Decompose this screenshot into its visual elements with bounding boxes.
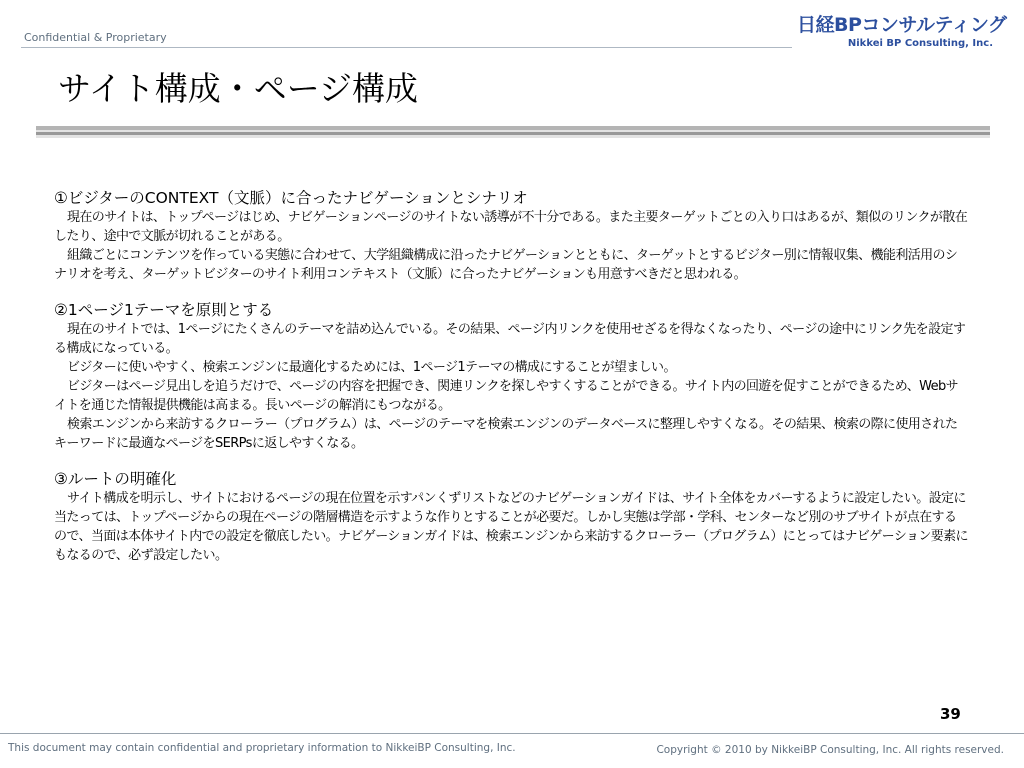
footer-disclaimer: This document may contain confidential and proprietary information to NikkeiBP Consulting, Inc. xyxy=(8,742,516,754)
confidential-label: Confidential & Proprietary xyxy=(24,31,167,44)
section-paragraph: ビジターに使いやすく、検索エンジンに最適化するためには、1ページ1テーマの構成にすることが望ましい。 xyxy=(67,360,676,375)
company-logo xyxy=(797,10,1007,49)
slide-body xyxy=(54,188,968,581)
footer-copyright: Copyright © 2010 by NikkeiBP Consulting, Inc. All rights reserved. xyxy=(656,744,1004,756)
section-paragraph: 検索エンジンから来訪するクローラー（プログラム）は、ページのテーマを検索エンジンのデータベースに整理しやすくなる。その結果、検索の際に使用されたキーワードに最適なページをSERPsに返しやすくなる。 xyxy=(54,417,958,451)
section-paragraph: サイト構成を明示し、サイトにおけるページの現在位置を示すパンくずリストなどのナビゲーションガイドは、サイト全体をカバーするように設定したい。設定に当たっては、トップページからの現在ページの階層構造を示すような作りとすることが必要だ。しかし実態は学部・学科、センターなど別のサブサイトが点在するので、当面は本体サイト内での設定を徹底したい。ナビゲーションガイドは、検索エンジンから来訪するクローラー（プログラム）にとってはナビゲーション要素にもなるので、必ず設定したい。 xyxy=(54,491,968,563)
header-divider xyxy=(21,47,792,48)
section-heading: ①ビジターのCONTEXT（文脈）に合ったナビゲーションとシナリオ xyxy=(54,189,528,207)
page-title: サイト構成・ページ構成 xyxy=(58,69,419,108)
section-route-clarification xyxy=(54,469,968,565)
page-number: 39 xyxy=(940,705,961,723)
section-paragraph: ビジターはページ見出しを追うだけで、ページの内容を把握でき、関連リンクを探しやすくすることができる。サイト内の回遊を促すことができるため、Webサイトを通じた情報提供機能は高まる。長いページの解消にもつながる。 xyxy=(54,379,959,413)
section-paragraph: 現在のサイトは、トップページはじめ、ナビゲーションページのサイトない誘導が不十分である。また主要ターゲットごとの入り口はあるが、類似のリンクが散在したり、途中で文脈が切れることがある。 xyxy=(54,210,968,244)
section-one-page-one-theme xyxy=(54,300,968,453)
section-paragraph: 組織ごとにコンテンツを作っている実態に合わせて、大学組織構成に沿ったナビゲーションとともに、ターゲットとするビジター別に情報収集、機能利活用のシナリオを考え、ターゲットビジターのサイト利用コンテキスト（文脈）に合ったナビゲーションも用意すべきだと思われる。 xyxy=(54,248,958,282)
footer-divider xyxy=(0,733,1024,734)
title-underline-bar xyxy=(36,126,990,138)
section-heading: ③ルートの明確化 xyxy=(54,470,177,488)
logo-main-text: 日経BPコンサルティング xyxy=(797,14,1007,36)
section-heading: ②1ページ1テーマを原則とする xyxy=(54,301,274,319)
logo-sub-text: Nikkei BP Consulting, Inc. xyxy=(847,38,993,49)
section-visitor-context xyxy=(54,188,968,284)
section-paragraph: 現在のサイトでは、1ページにたくさんのテーマを詰め込んでいる。その結果、ページ内リンクを使用せざるを得なくなったり、ページの途中にリンク先を設定する構成になっている。 xyxy=(54,322,966,356)
